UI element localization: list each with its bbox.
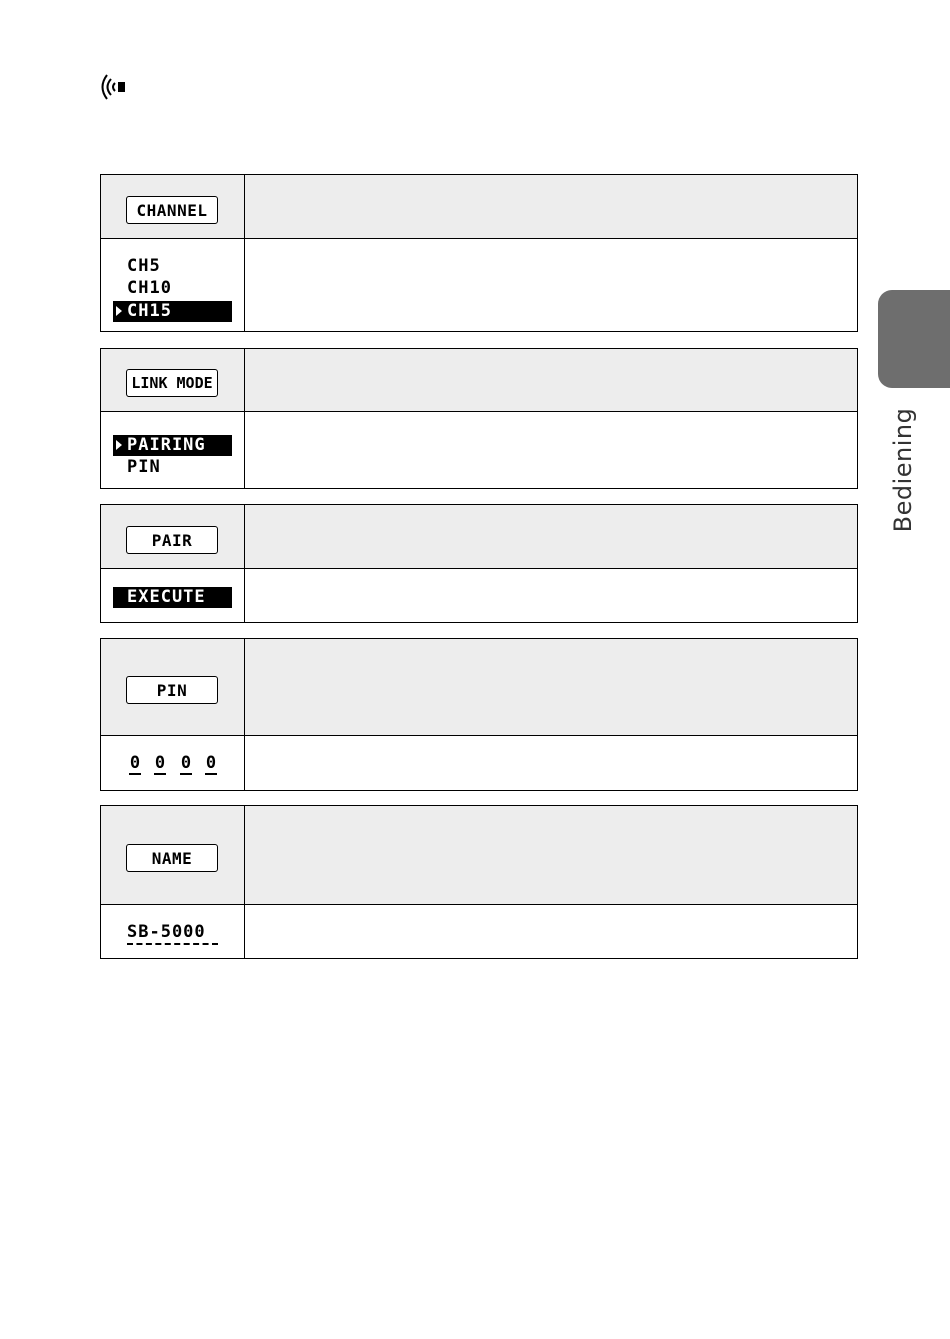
name-menu-button[interactable]: NAME	[126, 844, 218, 872]
name-block	[100, 805, 858, 959]
pair-header-row	[101, 505, 857, 568]
link-mode-option-selected[interactable]: PAIRING	[113, 435, 232, 456]
pair-action-row	[101, 568, 857, 622]
execute-button[interactable]: EXECUTE	[113, 587, 232, 608]
device-name-field[interactable]: SB-5000	[127, 922, 206, 942]
pin-digit[interactable]: 0	[180, 753, 192, 773]
pair-menu-button[interactable]: PAIR	[126, 526, 218, 554]
pin-digit[interactable]: 0	[154, 753, 166, 773]
pin-digits-row	[101, 735, 857, 790]
pin-digit[interactable]: 0	[129, 753, 141, 773]
link-mode-options-row	[101, 411, 857, 488]
channel-option[interactable]: CH10	[127, 278, 172, 298]
selection-caret-icon	[116, 440, 122, 450]
pin-digit[interactable]: 0	[205, 753, 217, 773]
channel-option-selected[interactable]: CH15	[113, 301, 232, 322]
channel-block	[100, 174, 858, 332]
name-value-row	[101, 904, 857, 958]
link-mode-menu-button[interactable]: LINK MODE	[126, 369, 218, 397]
name-header-row	[101, 806, 857, 904]
channel-option[interactable]: CH5	[127, 256, 161, 276]
section-tab	[878, 290, 950, 388]
channel-header-row	[101, 175, 857, 238]
pin-header-row	[101, 639, 857, 735]
pair-block	[100, 504, 858, 623]
link-mode-header-row	[101, 349, 857, 411]
link-mode-block	[100, 348, 858, 489]
selection-caret-icon	[116, 306, 122, 316]
wireless-signal-icon	[98, 72, 128, 102]
channel-menu-button[interactable]: CHANNEL	[126, 196, 218, 224]
name-input-underline	[127, 943, 218, 945]
pin-block	[100, 638, 858, 791]
link-mode-option[interactable]: PIN	[127, 457, 161, 477]
channel-options-row	[101, 238, 857, 331]
pin-menu-button[interactable]: PIN	[126, 676, 218, 704]
